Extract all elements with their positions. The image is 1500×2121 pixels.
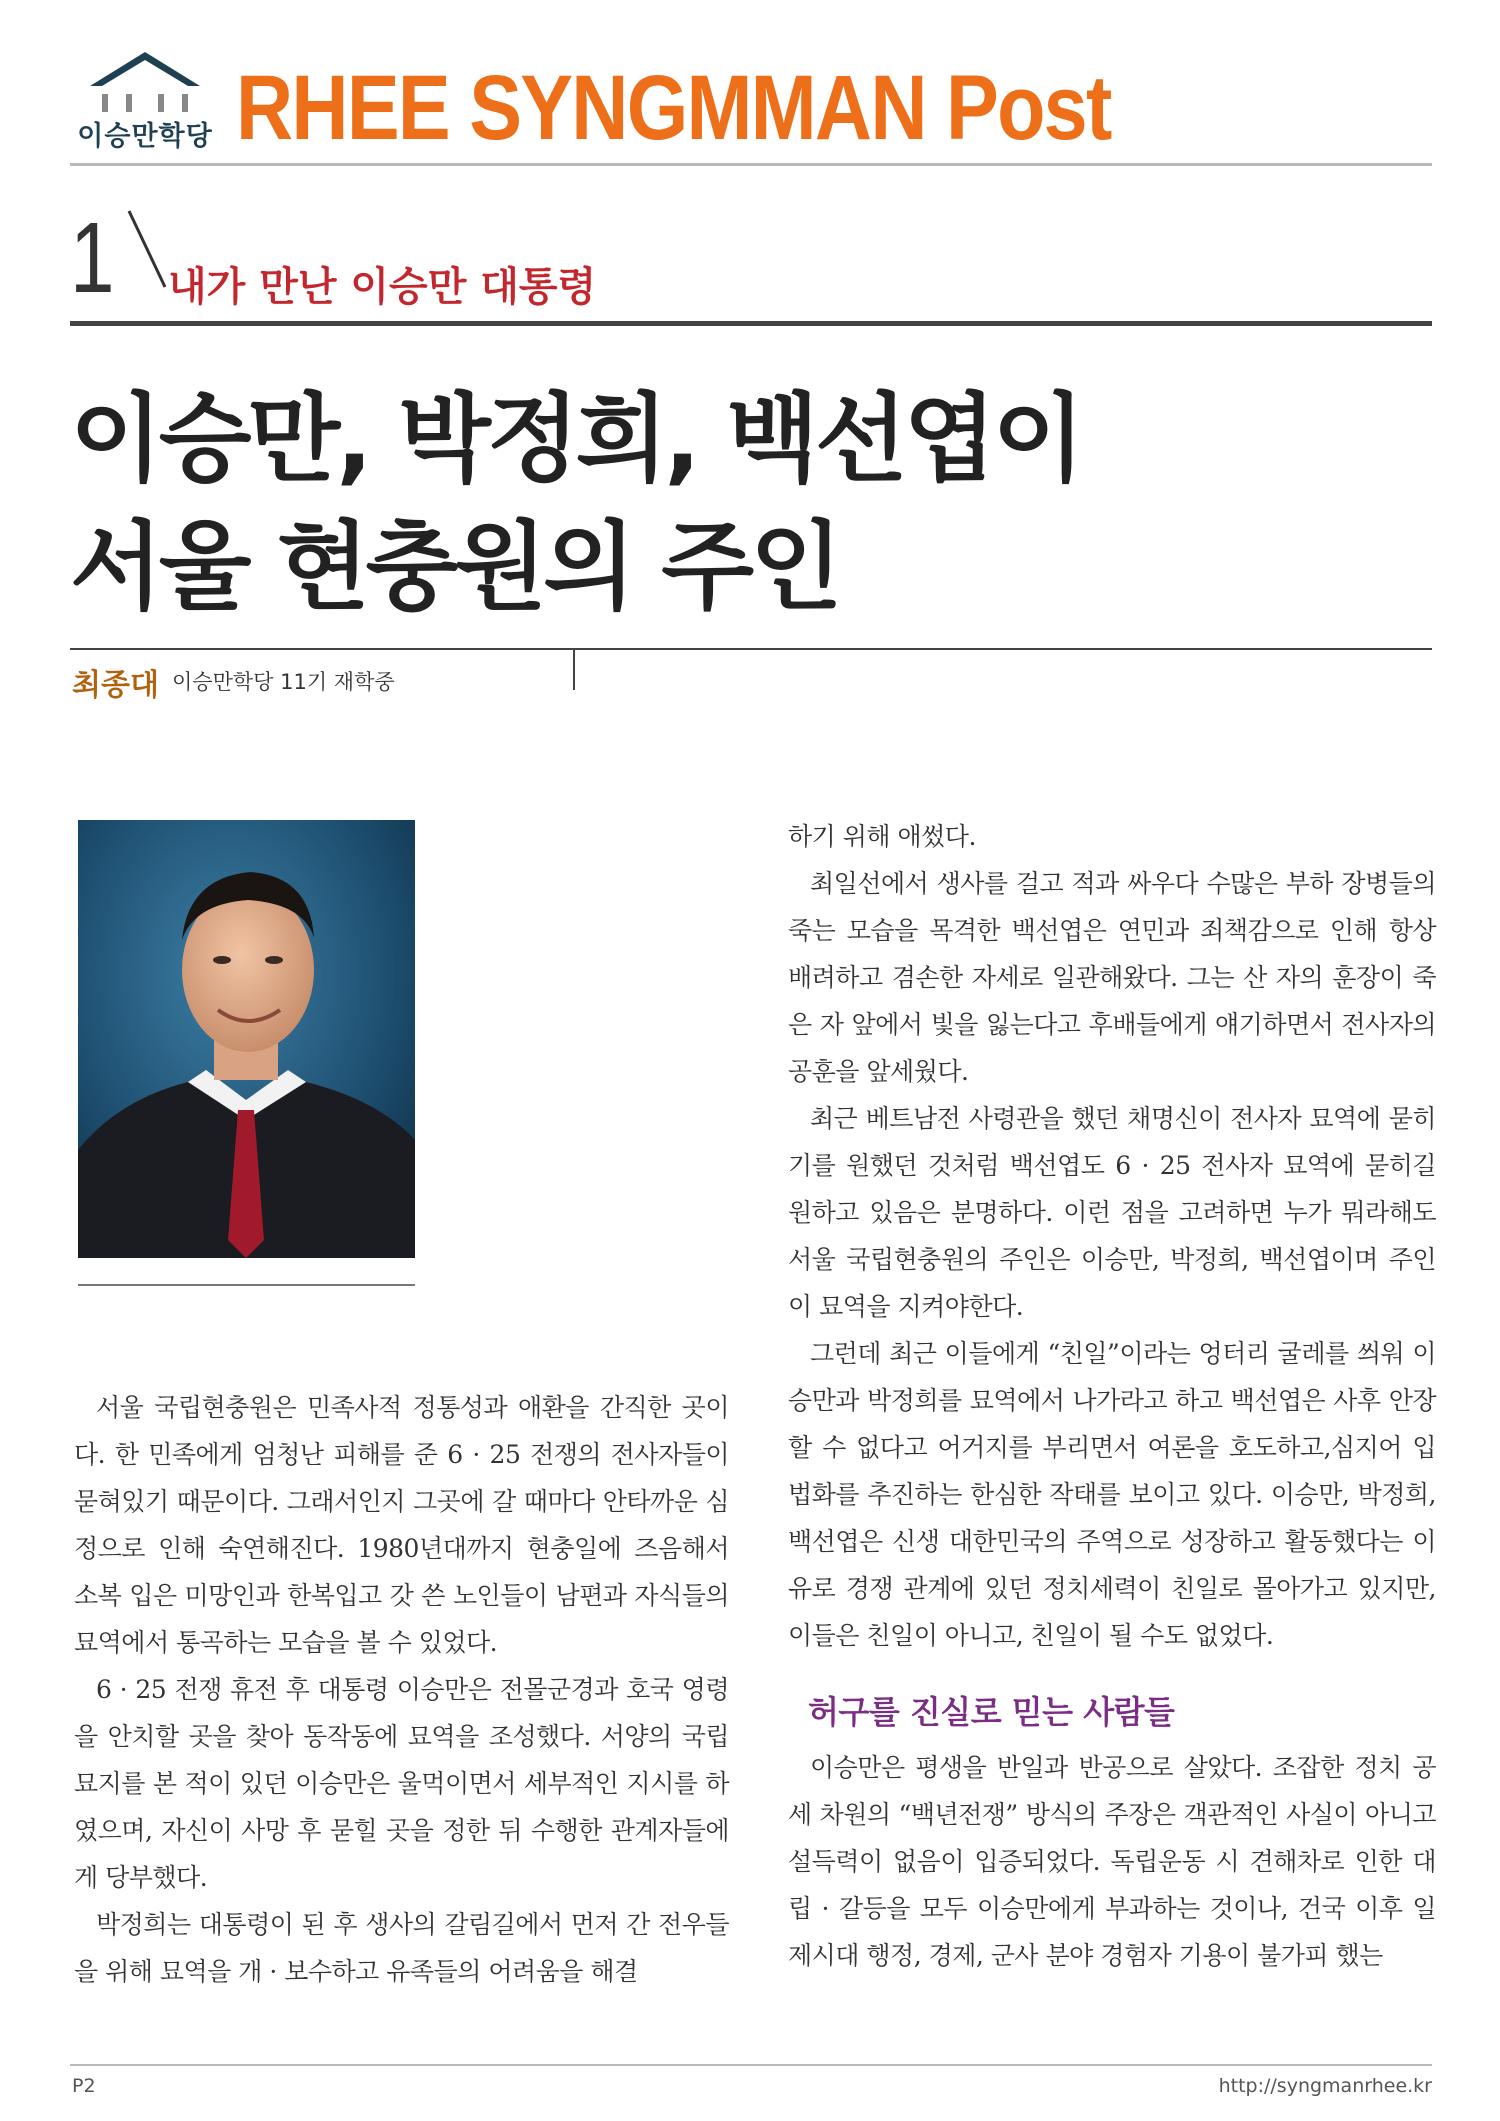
article-paragraph: 최일선에서 생사를 걸고 적과 싸우다 수많은 부하 장병들의 죽는 모습을 목격한 백선엽은 연민과 죄책감으로 인해 항상 배려하고 겸손한 자세로 일관해왔다. 그는 산 자의 훈장이 죽은 자 앞에서 빛을 잃는다고 후배들에게 얘기하면서 전사자의 공훈을 앞세웠다. xyxy=(788,869,1436,1086)
article-paragraph: 이승만은 평생을 반일과 반공으로 살았다. 조잡한 정치 공세 차원의 “백년전쟁” 방식의 주장은 객관적인 사실이 아니고 설득력이 없음이 입증되었다. 독립운동 시 견해차로 인한 대립 · 갈등을 모두 이승만에게 부과하는 것이나, 건국 이후 일제시대 행정, 경제, 군사 분야 경험자 기용이 불가피 했는 xyxy=(788,1753,1436,1970)
byline-divider xyxy=(70,648,1432,650)
byline-separator xyxy=(573,650,575,690)
photo-divider xyxy=(78,1284,415,1286)
section-title: 내가 만난 이승만 대통령 xyxy=(168,264,597,310)
site-url: http://syngmanrhee.kr xyxy=(1218,2075,1432,2097)
footer-divider xyxy=(70,2064,1432,2066)
house-icon xyxy=(86,50,204,112)
author-name: 최종대 xyxy=(72,668,159,703)
section-number: 1 xyxy=(70,202,115,314)
article-column-left xyxy=(74,1384,729,1995)
logo-text: 이승만학당 xyxy=(77,121,213,152)
headline-line-1: 이승만, 박정희, 백선엽이 xyxy=(70,383,1082,495)
article-paragraph: 그런데 최근 이들에게 “친일”이라는 엉터리 굴레를 씌워 이승만과 박정희를 묘역에서 나가라고 하고 백선엽은 사후 안장할 수 없다고 어거지를 부리면서 여론을 호도하고,심지어 입법화를 추진하는 한심한 작태를 보이고 있다. 이승만, 박정희, 백선엽은 신생 대한민국의 주역으로 성장하고 활동했다는 이유로 경쟁 관계에 있던 정치세력이 친일로 몰아가고 있지만, 이들은 친일이 아니고, 친일이 될 수도 없었다. xyxy=(788,1339,1436,1650)
article-paragraph: 최근 베트남전 사령관을 했던 채명신이 전사자 묘역에 묻히기를 원했던 것처럼 백선엽도 6 · 25 전사자 묘역에 묻히길 원하고 있음은 분명하다. 이런 점을 고려하면 누가 뭐라해도 서울 국립현충원의 주인은 이승만, 박정희, 백선엽이며 주인이 묘역을 지켜야한다. xyxy=(788,1104,1436,1321)
header-divider xyxy=(70,163,1432,166)
article-subheading: 허구를 진실로 믿는 사람들 xyxy=(808,1693,1175,1731)
author-photo xyxy=(78,820,415,1258)
logo xyxy=(70,50,220,150)
article-column-right xyxy=(788,813,1436,1979)
author-role: 이승만학당 11기 재학중 xyxy=(172,670,395,694)
page-number: P2 xyxy=(72,2075,96,2097)
article-paragraph: 6 · 25 전쟁 휴전 후 대통령 이승만은 전몰군경과 호국 영령을 안치할 곳을 찾아 동작동에 묘역을 조성했다. 서양의 국립묘지를 본 적이 있던 이승만은 울먹이면서 세부적인 지시를 하였으며, 자신이 사망 후 묻힐 곳을 정한 뒤 수행한 관계자들에게 당부했다. xyxy=(74,1675,729,1892)
headline xyxy=(70,375,1450,631)
article-paragraph: 박정희는 대통령이 된 후 생사의 갈림길에서 먼저 간 전우들을 위해 묘역을 개 · 보수하고 유족들의 어려움을 해결 xyxy=(74,1910,729,1986)
headline-line-2: 서울 현충원의 주인 xyxy=(70,511,839,623)
article-paragraph: 서울 국립현충원은 민족사적 정통성과 애환을 간직한 곳이다. 한 민족에게 엄청난 피해를 준 6 · 25 전쟁의 전사자들이 묻혀있기 때문이다. 그래서인지 그곳에 갈 때마다 안타까운 심정으로 인해 숙연해진다. 1980년대까지 현충일에 즈음해서 소복 입은 미망인과 한복입고 갓 쓴 노인들이 남편과 자식들의 묘역에서 통곡하는 모습을 볼 수 있었다. xyxy=(74,1393,729,1657)
masthead: RHEE SYNGMMAN Post xyxy=(236,57,1111,159)
article-paragraph: 하기 위해 애썼다. xyxy=(788,822,976,851)
section-divider xyxy=(70,321,1432,326)
section-slash xyxy=(125,205,169,295)
